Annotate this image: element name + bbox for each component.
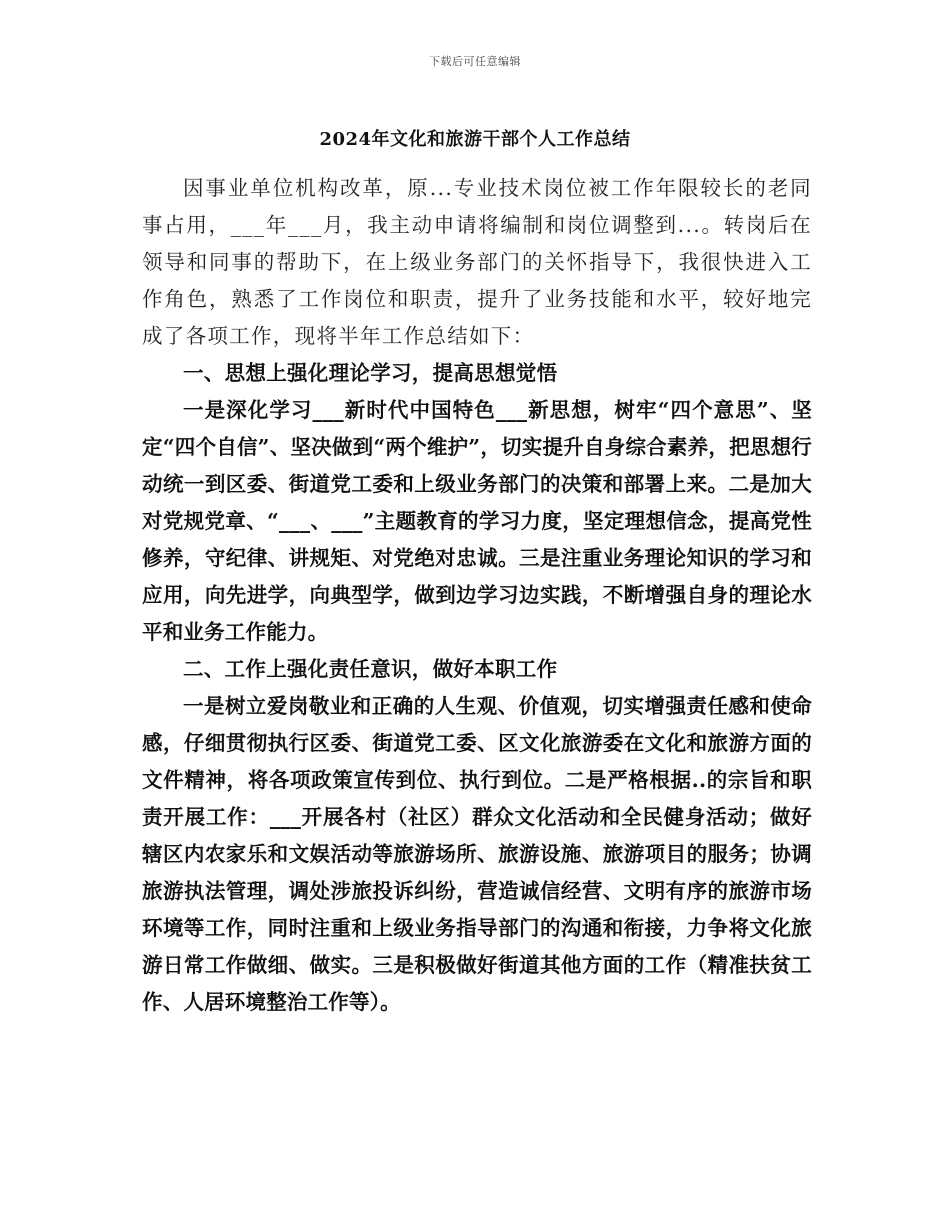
section-2-paragraph: 一是树立爱岗敬业和正确的人生观、价值观，切实增强责任感和使命感，仔细贯彻执行区委、街道党工委、区文化旅游委在文化和旅游方面的文件精神，将各项政策宣传到位、执行到位。二是严格根据..的宗旨和职责开展工作：___开展各村（社区）群众文化活动和全民健身活动；做好辖区内农家乐和文娱活动等旅游场所、旅游设施、旅游项目的服务；协调旅游执法管理，调处涉旅投诉纠纷，营造诚信经营、文明有序的旅游市场环境等工作，同时注重和上级业务指导部门的沟通和衔接，力争将文化旅游日常工作做细、做实。三是积极做好街道其他方面的工作（精准扶贫工作、人居环境整治工作等）。	[142, 694, 812, 1014]
document-body	[142, 170, 812, 1021]
section-1-paragraph: 一是深化学习___新时代中国特色___新思想，树牢“四个意思”、坚定“四个自信”、坚决做到“两个维护”，切实提升自身综合素养，把思想行动统一到区委、街道党工委和上级业务部门的决策和部署上来。二是加大对党规党章、“___、___”主题教育的学习力度，坚定理想信念，提高党性修养，守纪律、讲规矩、对党绝对忠诚。三是注重业务理论知识的学习和应用，向先进学，向典型学，做到边学习边实践，不断增强自身的理论水平和业务工作能力。	[142, 398, 812, 644]
intro-paragraph: 因事业单位机构改革，原...专业技术岗位被工作年限较长的老同事占用，___年___月，我主动申请将编制和岗位调整到...。转岗后在领导和同事的帮助下，在上级业务部门的关怀指导下，我很快进入工作角色，熟悉了工作岗位和职责，提升了业务技能和水平，较好地完成了各项工作，现将半年工作总结如下：	[142, 176, 812, 348]
section-heading-1: 一、思想上强化理论学习，提高思想觉悟	[183, 361, 558, 385]
section-heading-2: 二、工作上强化责任意识，做好本职工作	[183, 657, 558, 681]
document-title: 2024年文化和旅游干部个人工作总结	[319, 129, 631, 150]
header-note: 下载后可任意编辑	[429, 55, 521, 68]
